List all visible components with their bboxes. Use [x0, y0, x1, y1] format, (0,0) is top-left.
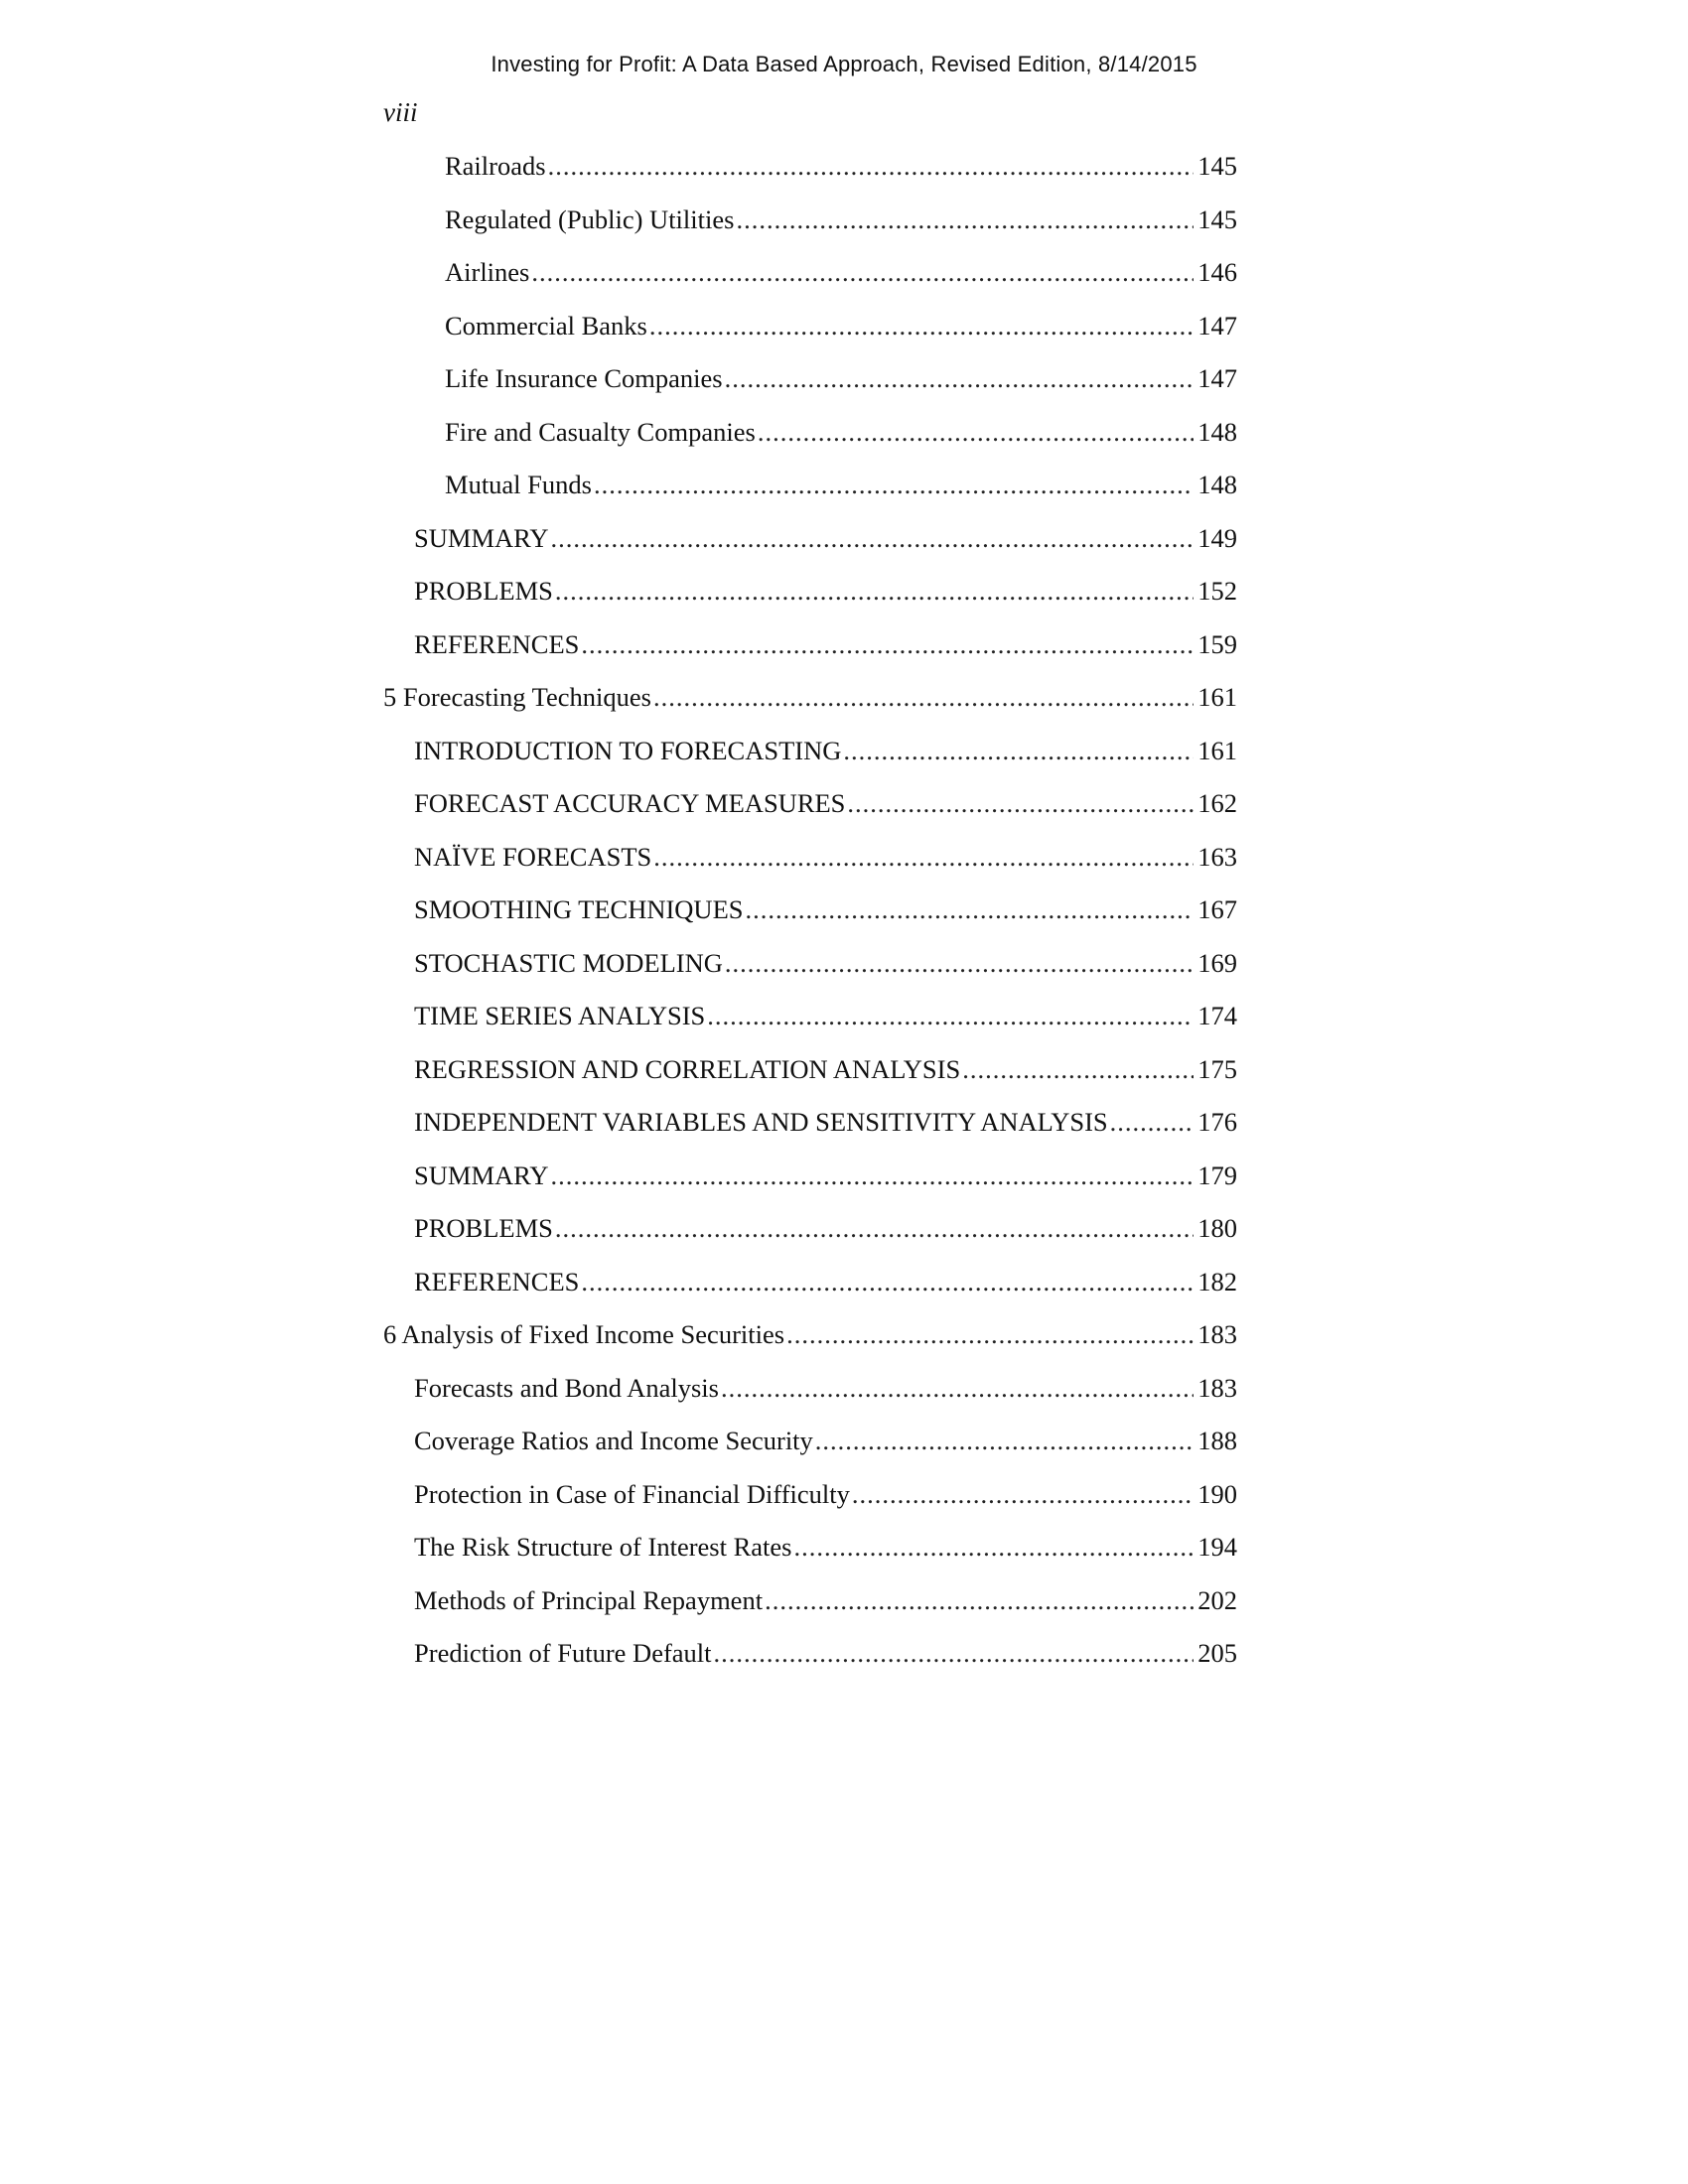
page-number: viii: [383, 97, 418, 127]
toc-entry-page-number: 149: [1197, 522, 1237, 553]
toc-entry[interactable]: [383, 194, 1237, 247]
toc-entry-page-number: 167: [1197, 894, 1237, 924]
toc-entry-title: Forecasts and Bond Analysis: [414, 1372, 719, 1403]
toc-dot-leader: [714, 1627, 1195, 1681]
toc-entry-title: Railroads: [445, 151, 546, 181]
toc-entry-title: REGRESSION AND CORRELATION ANALYSIS: [414, 1053, 961, 1084]
toc-entry-page-number: 145: [1197, 204, 1237, 234]
toc-dot-leader: [548, 140, 1195, 194]
toc-entry-title: STOCHASTIC MODELING: [414, 947, 723, 978]
toc-dot-leader: [725, 352, 1195, 406]
toc-dot-leader: [793, 1521, 1194, 1574]
toc-entry-title: REFERENCES: [414, 628, 580, 659]
toc-dot-leader: [786, 1308, 1194, 1362]
toc-entry-title: Life Insurance Companies: [445, 363, 723, 393]
toc-entry-title: Protection in Case of Financial Difficulty: [414, 1478, 850, 1509]
toc-dot-leader: [653, 831, 1194, 885]
toc-entry-page-number: 179: [1197, 1160, 1237, 1190]
toc-entry[interactable]: [383, 140, 1237, 194]
toc-entry-title: FORECAST ACCURACY MEASURES: [414, 788, 846, 818]
toc-entry-title: SMOOTHING TECHNIQUES: [414, 894, 744, 924]
toc-entry-page-number: 148: [1197, 470, 1237, 499]
toc-entry[interactable]: [383, 1521, 1237, 1574]
toc-entry-page-number: 147: [1197, 310, 1237, 341]
toc-entry-title: Methods of Principal Repayment: [414, 1584, 764, 1615]
toc-entry-page-number: 161: [1197, 682, 1237, 712]
toc-dot-leader: [555, 1202, 1194, 1256]
toc-dot-leader: [581, 618, 1194, 672]
toc-entry-page-number: 176: [1197, 1107, 1237, 1137]
toc-entry-page-number: 202: [1197, 1584, 1237, 1615]
toc-entry-title: PROBLEMS: [414, 576, 553, 606]
toc-entry[interactable]: [383, 618, 1237, 672]
toc-entry-title: SUMMARY: [414, 1160, 549, 1190]
toc-entry-page-number: 205: [1197, 1638, 1237, 1668]
toc-entry[interactable]: [383, 1256, 1237, 1309]
toc-entry-title: Airlines: [445, 257, 530, 287]
toc-entry-title: SUMMARY: [414, 522, 549, 553]
toc-entry[interactable]: [383, 1202, 1237, 1256]
toc-entry[interactable]: [383, 300, 1237, 353]
toc-entry[interactable]: [383, 1150, 1237, 1203]
toc-entry-title: Fire and Casualty Companies: [445, 416, 756, 447]
toc-dot-leader: [746, 884, 1195, 937]
toc-entry-title: INTRODUCTION TO FORECASTING: [414, 735, 842, 765]
toc-dot-leader: [649, 300, 1194, 353]
toc-entry-title: NAÏVE FORECASTS: [414, 841, 652, 872]
toc-dot-leader: [707, 990, 1194, 1043]
toc-entry-title: 5 Forecasting Techniques: [383, 682, 651, 712]
toc-entry[interactable]: [383, 990, 1237, 1043]
toc-dot-leader: [847, 777, 1194, 831]
toc-entry-page-number: 152: [1197, 576, 1237, 606]
toc-entry-title: REFERENCES: [414, 1266, 580, 1297]
toc-entry[interactable]: [383, 459, 1237, 512]
toc-entry-page-number: 190: [1197, 1478, 1237, 1509]
toc-entry-page-number: 180: [1197, 1213, 1237, 1243]
toc-dot-leader: [765, 1574, 1194, 1628]
toc-dot-leader: [815, 1415, 1194, 1468]
toc-entry[interactable]: [383, 246, 1237, 300]
running-header: Investing for Profit: A Data Based Approach, Revised Edition, 8/14/2015: [491, 52, 1197, 76]
toc-entry-title: Mutual Funds: [445, 470, 592, 499]
toc-entry[interactable]: [383, 831, 1237, 885]
toc-dot-leader: [653, 671, 1194, 725]
toc-dot-leader: [581, 1256, 1194, 1309]
toc-entry[interactable]: [383, 565, 1237, 618]
toc-entry[interactable]: [383, 512, 1237, 566]
toc-dot-leader: [852, 1468, 1194, 1522]
toc-entry-page-number: 161: [1197, 735, 1237, 765]
toc-entry[interactable]: [383, 725, 1237, 778]
toc-dot-leader: [531, 246, 1194, 300]
toc-dot-leader: [721, 1362, 1194, 1416]
toc-dot-leader: [725, 937, 1194, 991]
toc-dot-leader: [843, 725, 1194, 778]
toc-entry[interactable]: [383, 1415, 1237, 1468]
toc-entry-page-number: 147: [1197, 363, 1237, 393]
toc-dot-leader: [962, 1043, 1194, 1097]
toc-dot-leader: [594, 459, 1194, 512]
table-of-contents: [383, 140, 1237, 1681]
toc-entry[interactable]: [383, 937, 1237, 991]
toc-entry-page-number: 169: [1197, 947, 1237, 978]
toc-entry-page-number: 183: [1197, 1372, 1237, 1403]
toc-entry[interactable]: [383, 352, 1237, 406]
toc-entry-page-number: 175: [1197, 1053, 1237, 1084]
toc-entry-title: INDEPENDENT VARIABLES AND SENSITIVITY ANALYSIS: [414, 1107, 1108, 1137]
toc-entry-page-number: 162: [1197, 788, 1237, 818]
toc-entry-page-number: 163: [1197, 841, 1237, 872]
toc-entry-page-number: 146: [1197, 257, 1237, 287]
toc-entry-page-number: 145: [1197, 151, 1237, 181]
toc-entry-page-number: 182: [1197, 1266, 1237, 1297]
toc-entry-title: PROBLEMS: [414, 1213, 553, 1243]
toc-entry-title: Coverage Ratios and Income Security: [414, 1426, 813, 1455]
toc-entry[interactable]: [383, 1574, 1237, 1628]
toc-entry[interactable]: [383, 1627, 1237, 1681]
toc-dot-leader: [551, 1150, 1195, 1203]
toc-entry-page-number: 183: [1197, 1319, 1237, 1349]
toc-dot-leader: [551, 512, 1195, 566]
toc-entry-title: Regulated (Public) Utilities: [445, 204, 735, 234]
toc-entry[interactable]: [383, 884, 1237, 937]
toc-entry-title: The Risk Structure of Interest Rates: [414, 1532, 792, 1562]
toc-entry-page-number: 188: [1197, 1426, 1237, 1455]
toc-entry[interactable]: [383, 1308, 1237, 1362]
toc-entry[interactable]: [383, 671, 1237, 725]
toc-dot-leader: [758, 406, 1194, 460]
toc-dot-leader: [555, 565, 1194, 618]
toc-entry-title: Prediction of Future Default: [414, 1638, 712, 1668]
toc-entry-title: Commercial Banks: [445, 310, 647, 341]
toc-entry[interactable]: [383, 1096, 1237, 1150]
toc-entry-page-number: 194: [1197, 1532, 1237, 1562]
toc-entry[interactable]: [383, 1362, 1237, 1416]
toc-entry-title: TIME SERIES ANALYSIS: [414, 1001, 706, 1030]
toc-entry[interactable]: [383, 406, 1237, 460]
toc-dot-leader: [736, 194, 1194, 247]
toc-entry-page-number: 148: [1197, 416, 1237, 447]
toc-entry-page-number: 159: [1197, 628, 1237, 659]
toc-dot-leader: [1110, 1096, 1195, 1150]
toc-entry[interactable]: [383, 1043, 1237, 1097]
toc-entry[interactable]: [383, 1468, 1237, 1522]
toc-entry[interactable]: [383, 777, 1237, 831]
toc-entry-page-number: 174: [1197, 1001, 1237, 1030]
toc-entry-title: 6 Analysis of Fixed Income Securities: [383, 1319, 785, 1349]
